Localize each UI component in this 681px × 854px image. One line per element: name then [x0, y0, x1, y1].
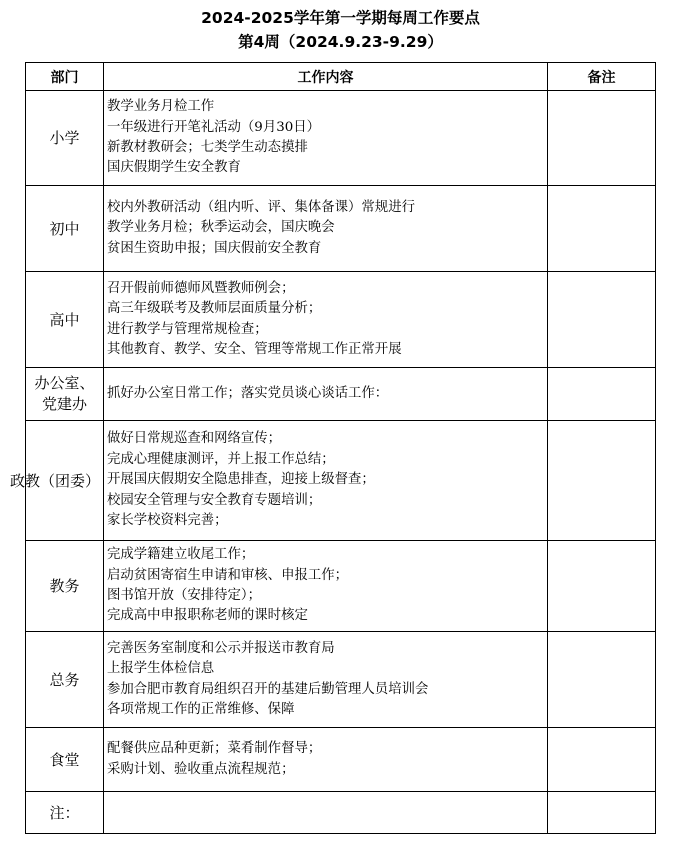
table-header-row	[26, 63, 656, 91]
column-header-content: 工作内容	[104, 63, 548, 91]
weekly-work-table	[10, 62, 656, 834]
work-item: 完成心理健康测评，并上报工作总结；	[107, 451, 335, 467]
dept-label: 政教（团委）	[10, 471, 101, 490]
notes-cell	[548, 632, 656, 728]
notes-cell	[548, 91, 656, 186]
work-item: 配餐供应品种更新；菜肴制作督导；	[107, 741, 322, 757]
work-item: 家长学校资料完善；	[107, 513, 228, 529]
work-item: 各项常规工作的正常维修、保障	[107, 701, 295, 717]
column-header-notes: 备注	[548, 63, 656, 91]
notes-cell	[548, 728, 656, 792]
work-item: 贫困生资助申报；国庆假前安全教育	[107, 240, 322, 256]
dept-cell: 总务	[26, 632, 104, 728]
table-footer-row	[26, 792, 656, 834]
dept-cell: 高中	[26, 272, 104, 368]
column-header-dept: 部门	[26, 63, 104, 91]
content-cell	[104, 91, 548, 186]
work-item: 完成高中申报职称老师的课时核定	[107, 608, 308, 624]
dept-cell: 食堂	[26, 728, 104, 792]
dept-label: 办公室、党建办	[34, 374, 95, 413]
work-item: 完善医务室制度和公示并报送市教育局	[107, 640, 335, 656]
work-item: 参加合肥市教育局组织召开的基建后勤管理人员培训会	[107, 681, 429, 697]
document-title: 2024-2025学年第一学期每周工作要点	[201, 9, 480, 27]
work-item: 校内外教研活动（组内听、评、集体备课）常规进行	[107, 199, 415, 215]
work-item: 召开假前师德师风暨教师例会；	[107, 280, 295, 296]
work-item: 启动贫困寄宿生申请和审核、申报工作；	[107, 567, 349, 583]
dept-cell: 初中	[26, 186, 104, 272]
content-cell	[104, 541, 548, 632]
work-item: 教学业务月检工作	[107, 99, 215, 115]
table-row	[26, 91, 656, 186]
table-row	[26, 421, 656, 541]
work-item: 进行教学与管理常规检查；	[107, 321, 268, 337]
notes-cell	[548, 186, 656, 272]
work-item: 图书馆开放（安排待定）；	[107, 588, 261, 603]
dept-cell	[10, 421, 104, 541]
table-row	[26, 541, 656, 632]
table-row	[26, 368, 656, 421]
work-item: 做好日常规巡查和网络宣传；	[107, 431, 282, 447]
content-cell	[104, 728, 548, 792]
notes-cell	[548, 541, 656, 632]
dept-cell: 小学	[26, 91, 104, 186]
footer-note-content	[104, 792, 548, 834]
notes-cell	[548, 272, 656, 368]
work-item: 开展国庆假期安全隐患排查，迎接上级督查；	[107, 472, 375, 488]
work-item: 国庆假期学生安全教育	[107, 160, 241, 176]
work-item: 高三年级联考及教师层面质量分析；	[107, 301, 322, 317]
work-item: 抓好办公室日常工作；落实党员谈心谈话工作：	[107, 385, 389, 401]
content-cell	[104, 272, 548, 368]
work-item: 完成学籍建立收尾工作；	[107, 547, 255, 563]
table-row	[26, 272, 656, 368]
document-subtitle: 第4周（2024.9.23-9.29）	[238, 33, 443, 51]
content-cell	[104, 421, 548, 541]
footer-note-label: 注：	[26, 792, 104, 834]
notes-cell	[548, 421, 656, 541]
work-item: 一年级进行开笔礼活动（9月30日）	[107, 119, 321, 135]
work-item: 校园安全管理与安全教育专题培训；	[107, 492, 322, 508]
content-cell	[104, 368, 548, 421]
footer-note-remarks	[548, 792, 656, 834]
work-item: 新教材教研会；七类学生动态摸排	[107, 140, 308, 155]
table-row	[26, 728, 656, 792]
table-row	[26, 186, 656, 272]
dept-cell	[26, 368, 104, 421]
content-cell	[104, 186, 548, 272]
work-item: 其他教育、教学、安全、管理等常规工作正常开展	[107, 341, 402, 357]
notes-cell	[548, 368, 656, 421]
work-item: 上报学生体检信息	[107, 661, 215, 677]
work-item: 教学业务月检；秋季运动会，国庆晚会	[107, 220, 335, 236]
table-row	[26, 632, 656, 728]
content-cell	[104, 632, 548, 728]
work-item: 采购计划、验收重点流程规范；	[107, 761, 295, 777]
dept-cell: 教务	[26, 541, 104, 632]
